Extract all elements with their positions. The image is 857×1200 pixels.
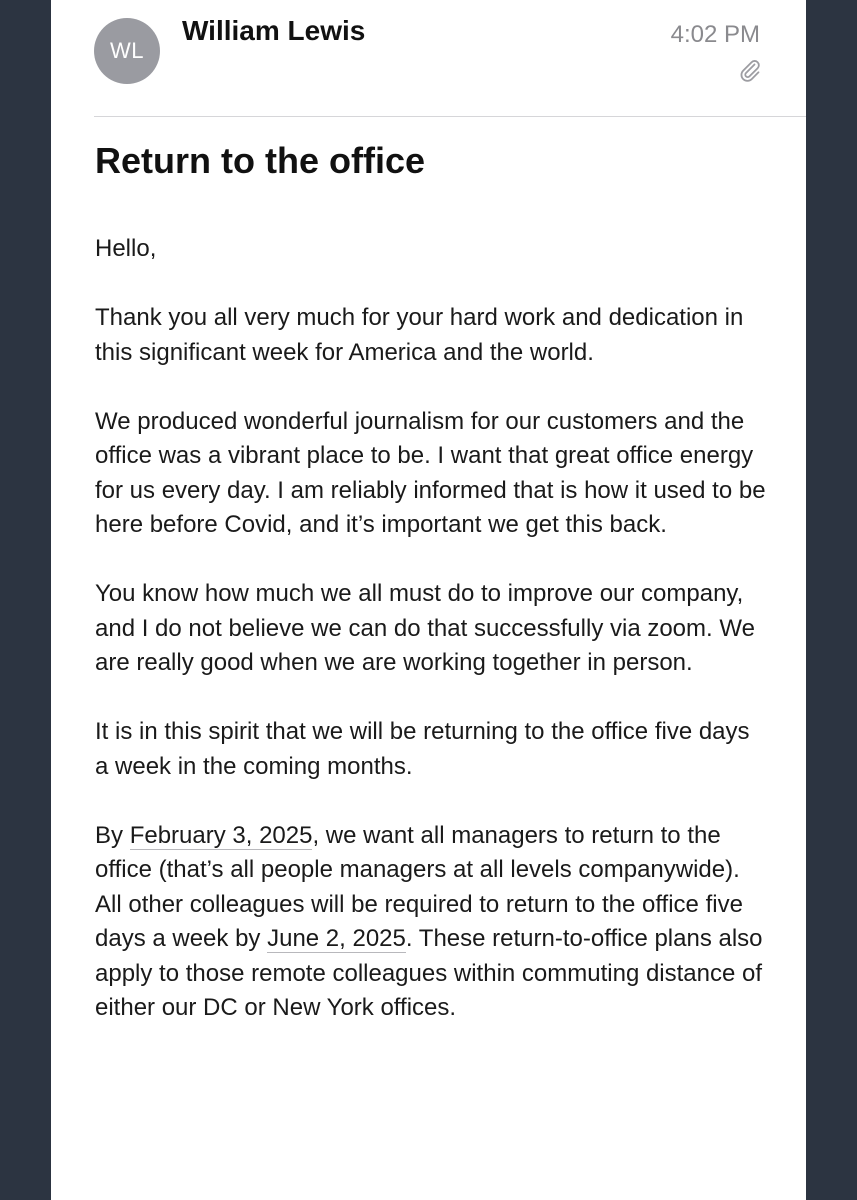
email-content — [95, 138, 767, 1060]
paragraph-4: It is in this spirit that we will be returning to the office five days a week in the coming months. — [95, 718, 750, 780]
paragraph-3: You know how much we all must do to improve our company, and I do not believe we can do that successfully via zoom. We are really good when we are working together in person. — [95, 580, 755, 676]
timestamp: 4:02 PM — [670, 21, 760, 48]
email-body — [95, 232, 767, 1026]
header-divider — [94, 116, 806, 117]
paragraph-5-intro: By — [95, 821, 130, 849]
paragraph-1: Thank you all very much for your hard work and dedication in this significant week for America and the world. — [95, 304, 744, 366]
paragraph-5 — [95, 819, 767, 1026]
email-panel — [51, 0, 806, 1200]
email-header — [51, 0, 806, 116]
sender-name[interactable]: William Lewis — [182, 15, 366, 46]
date-link-february[interactable]: February 3, 2025 — [129, 821, 313, 849]
paragraph-5-middle: , we want all managers to return to the office (that’s all people managers at all levels companywide). All other colleagues will be required to return to the office five days a week by — [95, 821, 743, 952]
greeting: Hello, — [95, 235, 157, 262]
avatar[interactable]: WL — [94, 18, 160, 84]
paragraph-5-end: . These return-to-office plans also apply to those remote colleagues within commuting distance of either our DC or New York offices. — [95, 925, 763, 1021]
paragraph-2: We produced wonderful journalism for our customers and the office was a vibrant place to be. I want that great office energy for us every day. I am reliably informed that is how it used to be here before Covid, and it’s important we get this back. — [95, 407, 766, 538]
paperclip-icon[interactable] — [738, 58, 762, 84]
email-subject: Return to the office — [95, 140, 425, 181]
date-link-june[interactable]: June 2, 2025 — [267, 925, 406, 952]
